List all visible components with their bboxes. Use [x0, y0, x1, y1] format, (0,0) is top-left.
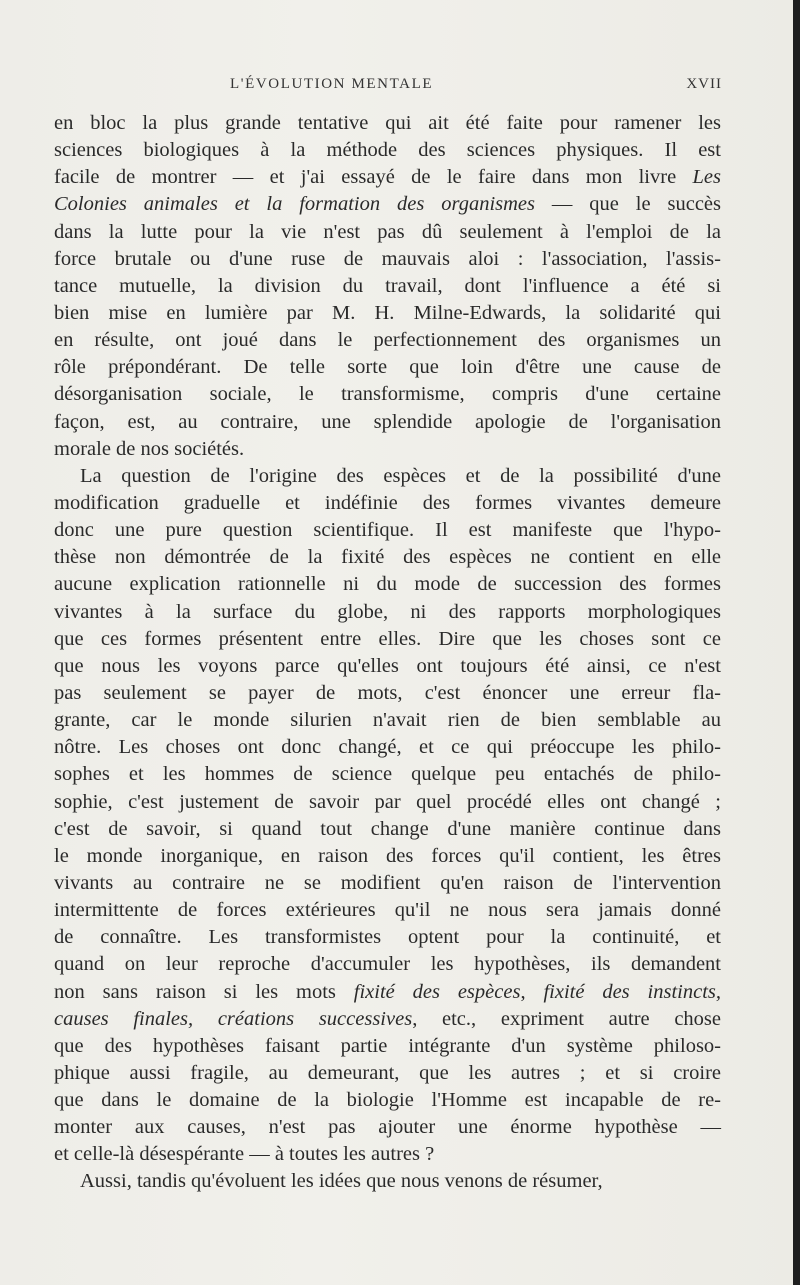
text-segment: Aussi, tandis qu'évoluent les idées que nous venons de résumer,	[80, 1170, 603, 1193]
text-segment: que ces formes présentent entre elles. Dire que les choses sont ce	[54, 627, 721, 650]
text-line	[54, 680, 721, 707]
text-line	[54, 273, 721, 300]
text-segment: de connaître. Les transformistes optent pour la continuité, et	[54, 926, 721, 949]
text-line	[54, 1087, 721, 1114]
text-segment: tance mutuelle, la division du travail, dont l'influence a été si	[54, 274, 721, 297]
text-segment: pas seulement se payer de mots, c'est énoncer une erreur fla-	[54, 681, 721, 704]
text-line	[54, 979, 721, 1006]
text-line	[54, 327, 721, 354]
text-segment: en bloc la plus grande tentative qui ait été faite pour ramener les	[54, 112, 721, 134]
text-segment: phique aussi fragile, au demeurant, que les autres ; et si croire	[54, 1061, 721, 1084]
text-segment: nôtre. Les choses ont donc changé, et ce qui préoccupe les philo-	[54, 736, 721, 759]
text-line	[54, 490, 721, 517]
text-line	[54, 599, 721, 626]
text-line	[54, 653, 721, 680]
text-segment: quand on leur reproche d'accumuler les hypothèses, ils demandent	[54, 953, 721, 976]
text-line	[54, 870, 721, 897]
text-segment: que des hypothèses faisant partie intégrante d'un système philoso-	[54, 1034, 721, 1057]
text-line	[54, 110, 721, 137]
text-segment: force brutale ou d'une ruse de mauvais aloi : l'association, l'assis-	[54, 247, 721, 270]
text-segment: que dans le domaine de la biologie l'Homme est incapable de re-	[54, 1089, 721, 1112]
text-segment: La question de l'origine des espèces et de la possibilité d'une	[80, 464, 721, 487]
text-line	[54, 789, 721, 816]
text-segment: bien mise en lumière par M. H. Milne-Edwards, la solidarité qui	[54, 301, 721, 324]
text-line	[54, 191, 721, 218]
text-line	[54, 219, 721, 246]
italic-text: Colonies animales et la formation des organismes	[54, 193, 536, 216]
text-line	[54, 1141, 721, 1168]
body-text	[54, 110, 721, 1196]
text-segment: dans la lutte pour la vie n'est pas dû seulement à l'emploi de la	[54, 220, 721, 243]
text-segment: thèse non démontrée de la fixité des espèces ne contient en elle	[54, 546, 721, 569]
text-segment: — que le succès	[535, 193, 721, 216]
text-segment: monter aux causes, n'est pas ajouter une énorme hypothèse —	[54, 1116, 721, 1139]
text-line	[54, 381, 721, 408]
text-segment: vivantes à la surface du globe, ni des rapports morphologiques	[54, 600, 721, 623]
text-line	[54, 1033, 721, 1060]
text-segment: non sans raison si les mots	[54, 980, 354, 1003]
text-segment: en résulte, ont joué dans le perfectionnement des organismes un	[54, 329, 721, 352]
page-number: XVII	[686, 76, 722, 92]
text-segment: sophes et les hommes de science quelque peu entachés de philo-	[54, 763, 721, 786]
text-line	[54, 843, 721, 870]
text-segment: désorganisation sociale, le transformisme, compris d'une certaine	[54, 383, 721, 406]
text-line	[54, 517, 721, 544]
text-line	[54, 626, 721, 653]
text-line	[54, 707, 721, 734]
text-line	[54, 924, 721, 951]
text-line	[54, 1114, 721, 1141]
page-header	[108, 76, 722, 100]
text-line	[54, 571, 721, 598]
text-segment: morale de nos sociétés.	[54, 437, 245, 460]
text-line	[54, 897, 721, 924]
text-line	[54, 544, 721, 571]
text-segment: grante, car le monde silurien n'avait rien de bien semblable au	[54, 709, 721, 732]
text-segment: sciences biologiques à la méthode des sciences physiques. Il est	[54, 139, 721, 162]
text-segment: et celle-là désespérante — à toutes les autres ?	[54, 1143, 435, 1166]
italic-text: causes finales, créations successives	[54, 1007, 413, 1030]
text-line	[54, 734, 721, 761]
text-segment: modification graduelle et indéfinie des formes vivantes demeure	[54, 491, 721, 514]
text-segment: rôle prépondérant. De telle sorte que loin d'être une cause de	[54, 356, 721, 379]
text-line	[54, 164, 721, 191]
text-line	[54, 436, 721, 463]
text-line	[54, 1060, 721, 1087]
text-segment: facile de montrer — et j'ai essayé de le faire dans mon livre	[54, 166, 693, 189]
text-line	[54, 816, 721, 843]
text-segment: aucune explication rationnelle ni du mode de succession des formes	[54, 573, 721, 596]
text-segment: le monde inorganique, en raison des forces qu'il contient, les êtres	[54, 844, 721, 867]
text-segment: sophie, c'est justement de savoir par quel procédé elles ont changé ;	[54, 790, 721, 813]
text-line	[54, 409, 721, 436]
text-line	[54, 354, 721, 381]
running-title: L'ÉVOLUTION MENTALE	[230, 76, 434, 92]
text-line	[54, 761, 721, 788]
text-segment: ,	[520, 980, 544, 1003]
text-segment: façon, est, au contraire, une splendide apologie de l'organisation	[54, 410, 721, 433]
text-line	[54, 137, 721, 164]
text-line	[54, 300, 721, 327]
text-line	[54, 1168, 721, 1195]
italic-text: fixité des instincts,	[543, 980, 722, 1003]
text-segment: c'est de savoir, si quand tout change d'une manière continue dans	[54, 817, 721, 840]
text-line	[54, 951, 721, 978]
text-line	[54, 463, 721, 490]
italic-text: Les	[692, 166, 721, 189]
italic-text: fixité des espèces	[353, 980, 521, 1003]
text-segment: donc une pure question scientifique. Il est manifeste que l'hypo-	[54, 519, 721, 542]
text-segment: vivants au contraire ne se modifient qu'en raison de l'intervention	[54, 871, 721, 894]
text-line	[54, 1006, 721, 1033]
text-segment: intermittente de forces extérieures qu'il ne nous sera jamais donné	[54, 899, 721, 922]
text-line	[54, 246, 721, 273]
scan-edge	[793, 0, 800, 1285]
text-segment: que nous les voyons parce qu'elles ont toujours été ainsi, ce n'est	[54, 654, 721, 677]
text-segment: , etc., expriment autre chose	[412, 1007, 721, 1030]
